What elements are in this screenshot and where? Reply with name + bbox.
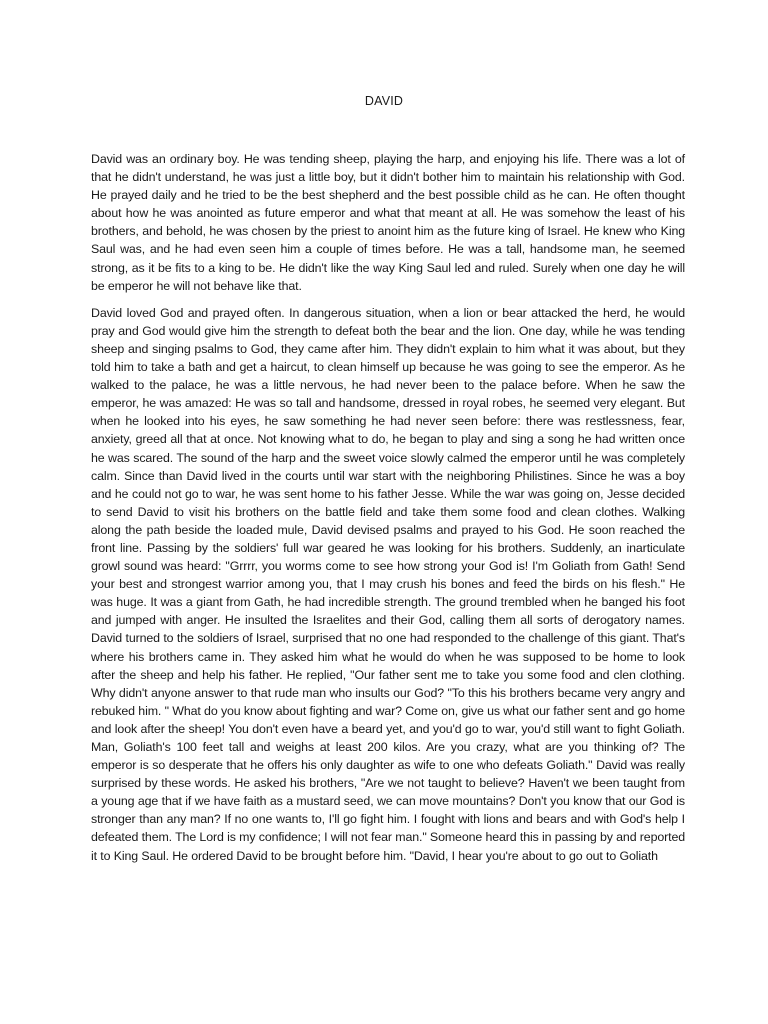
paragraph-1: David was an ordinary boy. He was tending sheep, playing the harp, and enjoying his life. There was a lot of that he didn't understand, he was just a little boy, but it didn't bother him to maintain his relationship with God. He prayed daily and he tried to be the best shepherd and the best possible child as he can. He often thought about how he was anointed as future emperor and what that meant at all. He was somehow the least of his brothers, and behold, he was chosen by the priest to anoint him as the future king of Israel. He knew who King Saul was, and he had even seen him a couple of times before. He was a tall, handsome man, he seemed strong, as it be fits to a king to be. He didn't like the way King Saul led and ruled. Surely when one day he will be emperor he will not behave like that.	[91, 152, 685, 293]
document-title: DAVID	[364, 94, 404, 108]
paragraph-2: David loved God and prayed often. In dangerous situation, when a lion or bear attacked the herd, he would pray and God would give him the strength to defeat both the bear and the lion. One day, while he was tending sheep and singing psalms to God, they came after him. They didn't explain to him what it was about, but they told him to take a bath and get a haircut, to clean himself up because he was going to see the emperor. As he walked to the palace, he was a little nervous, he had never been to the palace before. When he saw the emperor, he was amazed: He was so tall and handsome, dressed in royal robes, he seemed very elegant. But when he looked into his eyes, he saw something he had never seen before: there was restlessness, fear, anxiety, greed all that at once. Not knowing what to do, he began to play and sing a song he had written once he was scared. The sound of the harp and the sweet voice slowly calmed the emperor until he was completely calm. Since than David lived in the courts until war start with the neighboring Philistines. Since he was a boy and he could not go to war, he was sent home to his father Jesse. While the war was going on, Jesse decided to send David to visit his brothers on the battle field and take them some food and clean clothes. Walking along the path beside the loaded mule, David devised psalms and prayed to his God. He soon reached the front line. Passing by the soldiers' full war geared he was looking for his brothers. Suddenly, an inarticulate growl sound was heard: "Grrrr, you worms come to see how strong your God is! I'm Goliath from Gath! Send your best and strongest warrior among you, that I may crush his bones and feed the birds on his flesh." He was huge. It was a giant from Gath, he had incredible strength. The ground trembled when he banged his foot and jumped with anger. He insulted the Israelites and their God, calling them all sorts of derogatory names. David turned to the soldiers of Israel, surprised that no one had responded to the challenge of this giant. That's where his brothers came in. They asked him what he would do when he was supposed to be home to look after the sheep and help his father. He replied, "Our father sent me to take you some food and clen clothing. Why didn't anyone answer to that rude man who insults our God? "To this his brothers became very angry and rebuked him. " What do you know about fighting and war? Come on, give us what our father sent and go home and look after the sheep! You don't even have a beard yet, and you'd go to war, you'd still want to fight Goliath. Man, Goliath's 100 feet tall and weighs at least 200 kilos. Are you crazy, what are you thinking of? The emperor is so desperate that he offers his only daughter as wife to one who defeats Goliath." David was really surprised by these words. He asked his brothers, "Are we not taught to believe? Haven't we been taught from a young age that if we have faith as a mustard seed, we can move mountains? Don't you know that our God is stronger than any man? If no one wants to, I'll go fight him. I fought with lions and bears and with God's help I defeated them. The Lord is my confidence; I will not fear man." Someone heard this in passing by and reported it to King Saul. He ordered David to be brought before him. "David, I hear you're about to go out to Goliath	[91, 305, 685, 863]
document-body	[91, 150, 685, 865]
